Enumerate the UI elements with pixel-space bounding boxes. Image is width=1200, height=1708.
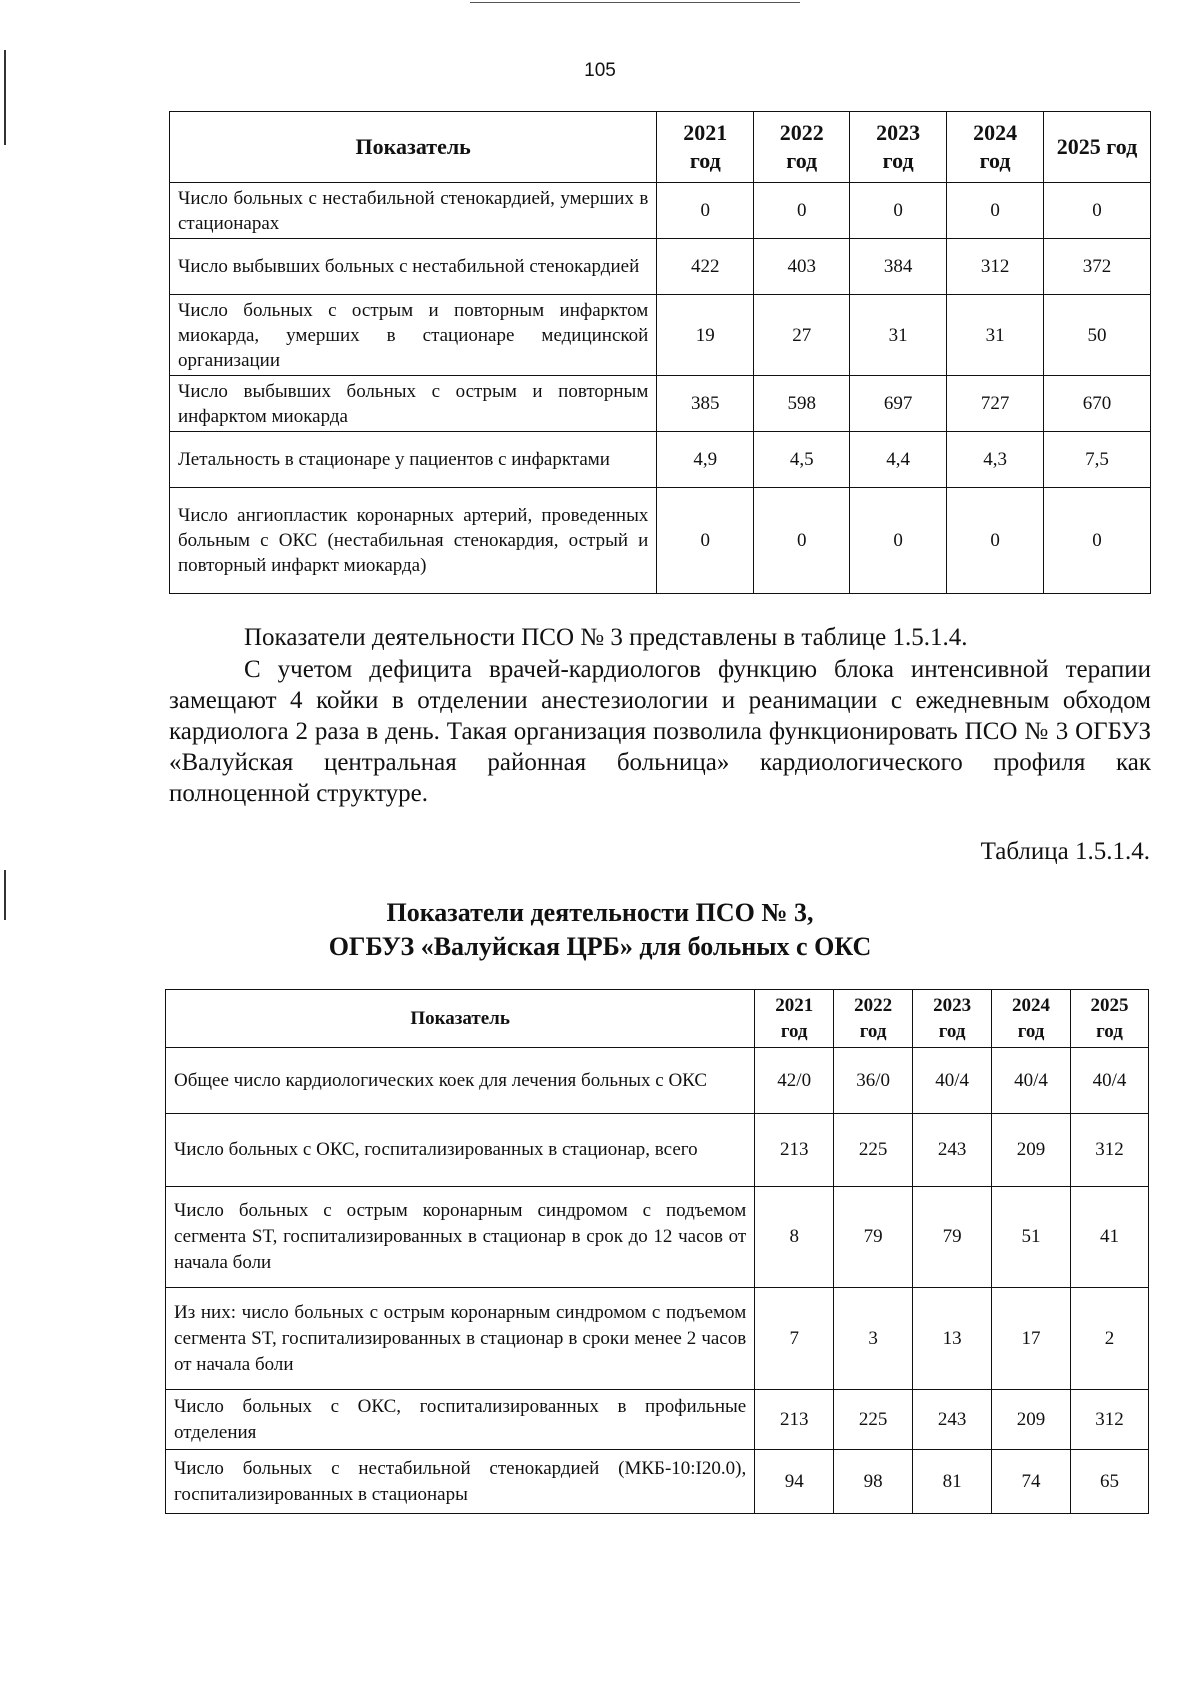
table-row [170, 488, 1151, 594]
value-cell: 7,5 [1044, 432, 1151, 488]
table-2 [165, 989, 1149, 1514]
value-cell: 3 [834, 1288, 913, 1390]
value-cell: 40/4 [913, 1048, 992, 1114]
indicator-cell: Число больных с ОКС, госпитализированных в стационар, всего [166, 1114, 755, 1187]
value-cell: 385 [657, 376, 754, 432]
value-cell: 0 [1044, 488, 1151, 594]
value-cell: 213 [755, 1390, 834, 1450]
header-cell: 2025 год [1044, 112, 1151, 183]
table-row [170, 239, 1151, 295]
indicator-cell: Число выбывших больных с нестабильной стенокардией [170, 239, 657, 295]
indicator-cell: Летальность в стационаре у пациентов с инфарктами [170, 432, 657, 488]
header-cell: Показатель [170, 112, 657, 183]
indicator-cell: Число ангиопластик коронарных артерий, проведенных больным с ОКС (нестабильная стенокардия, острый и повторный инфаркт миокарда) [170, 488, 657, 594]
table-row [170, 376, 1151, 432]
value-cell: 8 [755, 1187, 834, 1288]
scan-top-rule [470, 2, 800, 3]
value-cell: 41 [1071, 1187, 1149, 1288]
header-cell: 2022 год [754, 112, 850, 183]
value-cell: 243 [913, 1390, 992, 1450]
value-cell: 40/4 [1071, 1048, 1149, 1114]
header-cell: Показатель [166, 990, 755, 1048]
table-caption [0, 896, 1200, 964]
indicator-cell: Число выбывших больных с острым и повторным инфарктом миокарда [170, 376, 657, 432]
table-row [166, 1114, 1149, 1187]
indicator-cell: Число больных с нестабильной стенокардией, умерших в стационарах [170, 183, 657, 239]
header-cell: 2023 год [850, 112, 947, 183]
header-cell: 2021 год [657, 112, 754, 183]
value-cell: 81 [913, 1450, 992, 1514]
value-cell: 225 [834, 1114, 913, 1187]
value-cell: 372 [1044, 239, 1151, 295]
value-cell: 42/0 [755, 1048, 834, 1114]
table-1 [169, 111, 1151, 594]
value-cell: 50 [1044, 295, 1151, 376]
value-cell: 4,5 [754, 432, 850, 488]
indicator-cell: Из них: число больных с острым коронарным синдромом с подъемом сегмента ST, госпитализированных в стационар в сроки менее 2 часов от начала боли [166, 1288, 755, 1390]
value-cell: 4,3 [947, 432, 1044, 488]
caption-line: Показатели деятельности ПСО № 3, [386, 898, 814, 927]
value-cell: 0 [850, 183, 947, 239]
value-cell: 4,4 [850, 432, 947, 488]
indicator-cell: Общее число кардиологических коек для лечения больных с ОКС [166, 1048, 755, 1114]
value-cell: 31 [947, 295, 1044, 376]
value-cell: 31 [850, 295, 947, 376]
value-cell: 384 [850, 239, 947, 295]
value-cell: 79 [834, 1187, 913, 1288]
header-cell: 2024 год [947, 112, 1044, 183]
value-cell: 0 [657, 183, 754, 239]
header-cell: 2025 год [1071, 990, 1149, 1048]
value-cell: 225 [834, 1390, 913, 1450]
table-row [166, 1390, 1149, 1450]
value-cell: 2 [1071, 1288, 1149, 1390]
value-cell: 27 [754, 295, 850, 376]
value-cell: 7 [755, 1288, 834, 1390]
value-cell: 74 [992, 1450, 1071, 1514]
value-cell: 79 [913, 1187, 992, 1288]
value-cell: 312 [1071, 1114, 1149, 1187]
indicator-cell: Число больных с острым и повторным инфарктом миокарда, умерших в стационаре медицинской организации [170, 295, 657, 376]
value-cell: 312 [947, 239, 1044, 295]
table-row [166, 1450, 1149, 1514]
value-cell: 19 [657, 295, 754, 376]
value-cell: 243 [913, 1114, 992, 1187]
indicator-cell: Число больных с ОКС, госпитализированных в профильные отделения [166, 1390, 755, 1450]
value-cell: 697 [850, 376, 947, 432]
value-cell: 0 [947, 183, 1044, 239]
value-cell: 0 [657, 488, 754, 594]
table-row [166, 1187, 1149, 1288]
paragraph: Показатели деятельности ПСО № 3 представлены в таблице 1.5.1.4. [244, 624, 968, 651]
value-cell: 36/0 [834, 1048, 913, 1114]
paragraph: С учетом дефицита врачей-кардиологов функцию блока интенсивной терапии замещают 4 койки в отделении анестезиологии и реанимации с ежедневным обходом кардиолога 2 раза в день. Такая организация позволила функционировать ПСО № 3 ОГБУЗ «Валуйская центральная районная больница» кардиологического профиля как полноценной структуре. [169, 656, 1151, 807]
table-row [166, 1048, 1149, 1114]
header-cell: 2021 год [755, 990, 834, 1048]
page-number: 105 [584, 60, 616, 81]
value-cell: 4,9 [657, 432, 754, 488]
table-number: Таблица 1.5.1.4. [980, 838, 1150, 865]
indicator-cell: Число больных с нестабильной стенокардией (МКБ-10:I20.0), госпитализированных в стационары [166, 1450, 755, 1514]
value-cell: 0 [850, 488, 947, 594]
value-cell: 40/4 [992, 1048, 1071, 1114]
value-cell: 209 [992, 1114, 1071, 1187]
value-cell: 98 [834, 1450, 913, 1514]
value-cell: 422 [657, 239, 754, 295]
value-cell: 13 [913, 1288, 992, 1390]
value-cell: 0 [754, 183, 850, 239]
table-header-row [166, 990, 1149, 1048]
value-cell: 209 [992, 1390, 1071, 1450]
value-cell: 213 [755, 1114, 834, 1187]
table-row [170, 432, 1151, 488]
table-row [170, 295, 1151, 376]
table-row [170, 183, 1151, 239]
header-cell: 2022 год [834, 990, 913, 1048]
value-cell: 17 [992, 1288, 1071, 1390]
caption-line: ОГБУЗ «Валуйская ЦРБ» для больных с ОКС [328, 932, 872, 961]
value-cell: 0 [1044, 183, 1151, 239]
value-cell: 670 [1044, 376, 1151, 432]
value-cell: 312 [1071, 1390, 1149, 1450]
value-cell: 403 [754, 239, 850, 295]
value-cell: 65 [1071, 1450, 1149, 1514]
table-row [166, 1288, 1149, 1390]
header-cell: 2024 год [992, 990, 1071, 1048]
value-cell: 94 [755, 1450, 834, 1514]
value-cell: 51 [992, 1187, 1071, 1288]
value-cell: 727 [947, 376, 1044, 432]
value-cell: 0 [947, 488, 1044, 594]
indicator-cell: Число больных с острым коронарным синдромом с подъемом сегмента ST, госпитализированных в стационар в срок до 12 часов от начала боли [166, 1187, 755, 1288]
header-cell: 2023 год [913, 990, 992, 1048]
table-header-row [170, 112, 1151, 183]
value-cell: 0 [754, 488, 850, 594]
value-cell: 598 [754, 376, 850, 432]
